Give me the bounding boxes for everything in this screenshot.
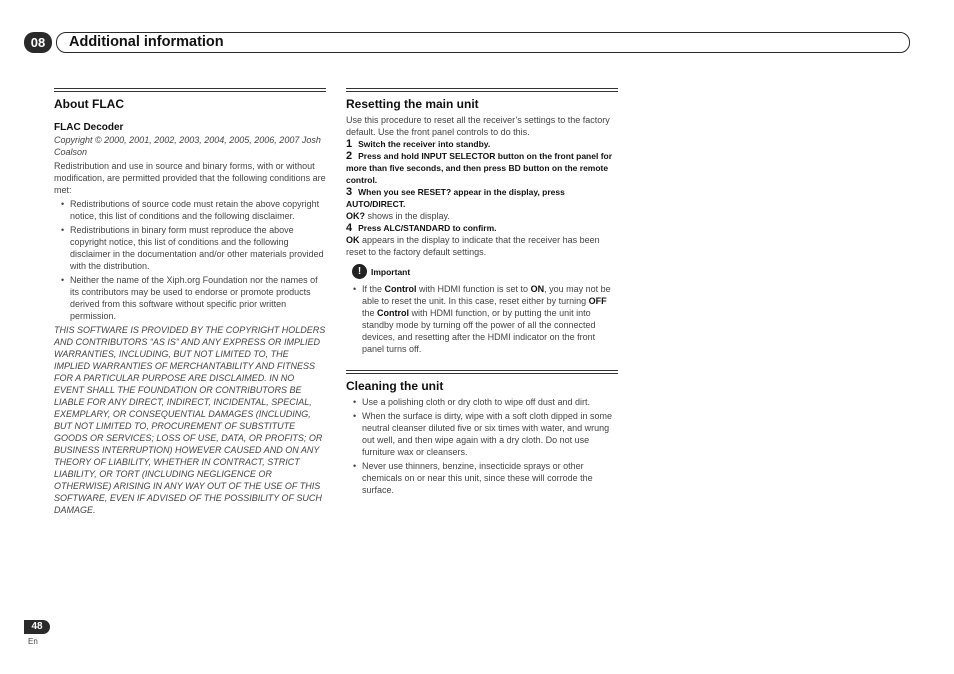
right-column	[346, 88, 618, 498]
about-flac-heading: About FLAC	[54, 97, 124, 111]
list-item: • When the surface is dirty, wipe with a soft cloth dipped in some neutral cleanser diluted five or six times with water, and wrung out well, and then wipe again with a dry cloth. Do not use furniture wax or cleansers.	[353, 411, 612, 457]
step-number: 1	[346, 138, 353, 150]
list-item: • If the Control with HDMI function is set to ON, you may not be able to reset the unit. In this case, reset either by turning OFF the Control with HDMI function, or by putting the unit into standby mode by turning off the power of all the connected devices, and resetting after the HDMI indicator on the front panel turns off.	[353, 284, 611, 354]
list-item: • Never use thinners, benzine, insecticide sprays or other chemicals on or near this unit, since these will corrode the surface.	[353, 461, 593, 495]
important-callout	[352, 264, 618, 279]
reset-step-4: 4 Press ALC/STANDARD to confirm.	[346, 222, 497, 234]
section-rule	[346, 370, 618, 374]
flac-disclaimer: THIS SOFTWARE IS PROVIDED BY THE COPYRIGHT HOLDERS AND CONTRIBUTORS “AS IS” AND ANY EXPRESS OR IMPLIED WARRANTIES, INCLUDING, BUT NOT LIMITED TO, THE IMPLIED WARRANTIES OF MERCHANTABILITY AND FITNESS FOR A PARTICULAR PURPOSE ARE DISCLAIMED. IN NO EVENT SHALL THE FOUNDATION OR CONTRIBUTORS BE LIABLE FOR ANY DIRECT, INDIRECT, INCIDENTAL, SPECIAL, EXEMPLARY, OR CONSEQUENTIAL DAMAGES (INCLUDING, BUT NOT LIMITED TO, PROCUREMENT OF SUBSTITUTE GOODS OR SERVICES; LOSS OF USE, DATA, OR PROFITS; OR BUSINESS INTERRUPTION) HOWEVER CAUSED AND ON ANY THEORY OF LIABILITY, WHETHER IN CONTRACT, STRICT LIABILITY, OR TORT (INCLUDING NEGLIGENCE OR OTHERWISE) ARISING IN ANY WAY OUT OF THE USE OF THIS SOFTWARE, EVEN IF ADVISED OF THE POSSIBILITY OF SUCH DAMAGE.	[54, 325, 326, 515]
flac-conditions-list	[54, 198, 326, 322]
reset-step-3-note: OK? shows in the display.	[346, 211, 450, 221]
page-number: 48	[24, 620, 50, 634]
left-column	[54, 88, 326, 516]
reset-step-2: 2 Press and hold INPUT SELECTOR button on the front panel for more than five seconds, and then press BD button on the remote control.	[346, 150, 613, 185]
warning-icon: !	[352, 264, 367, 279]
reset-step-4-note: OK appears in the display to indicate that the receiver has been reset to the factory default settings.	[346, 235, 600, 257]
step-number: 2	[346, 150, 353, 162]
flac-intro: Redistribution and use in source and binary forms, with or without modification, are permitted provided that the following conditions are met:	[54, 161, 326, 195]
section-rule	[346, 88, 618, 92]
list-item: • Use a polishing cloth or dry cloth to wipe off dust and dirt.	[353, 397, 590, 407]
step-number: 4	[346, 222, 353, 234]
flac-decoder-heading: FLAC Decoder	[54, 122, 124, 133]
important-label: Important	[371, 266, 411, 277]
reset-intro: Use this procedure to reset all the receiver’s settings to the factory default. Use the front panel controls to do this.	[346, 115, 610, 137]
language-code: En	[28, 637, 38, 646]
reset-step-1: 1 Switch the receiver into standby.	[346, 138, 491, 150]
important-list	[346, 283, 618, 355]
chapter-title: Additional information	[69, 34, 224, 50]
cleaning-heading: Cleaning the unit	[346, 379, 444, 393]
list-item: • Neither the name of the Xiph.org Foundation nor the names of its contributors may be used to endorse or promote products derived from this software without specific prior written permission.	[61, 275, 318, 321]
section-rule	[54, 88, 326, 92]
flac-copyright: Copyright © 2000, 2001, 2002, 2003, 2004, 2005, 2006, 2007 Josh Coalson	[54, 135, 321, 157]
reset-heading: Resetting the main unit	[346, 97, 479, 111]
list-item: • Redistributions of source code must retain the above copyright notice, this list of conditions and the following disclaimer.	[61, 199, 320, 221]
reset-step-3: 3 When you see RESET? appear in the display, press AUTO/DIRECT.	[346, 186, 565, 209]
chapter-number-badge: 08	[24, 32, 52, 53]
cleaning-list	[346, 396, 618, 496]
step-number: 3	[346, 186, 353, 198]
list-item: • Redistributions in binary form must reproduce the above copyright notice, this list of conditions and the following disclaimer in the documentation and/or other materials provided with the distribution.	[61, 225, 324, 271]
